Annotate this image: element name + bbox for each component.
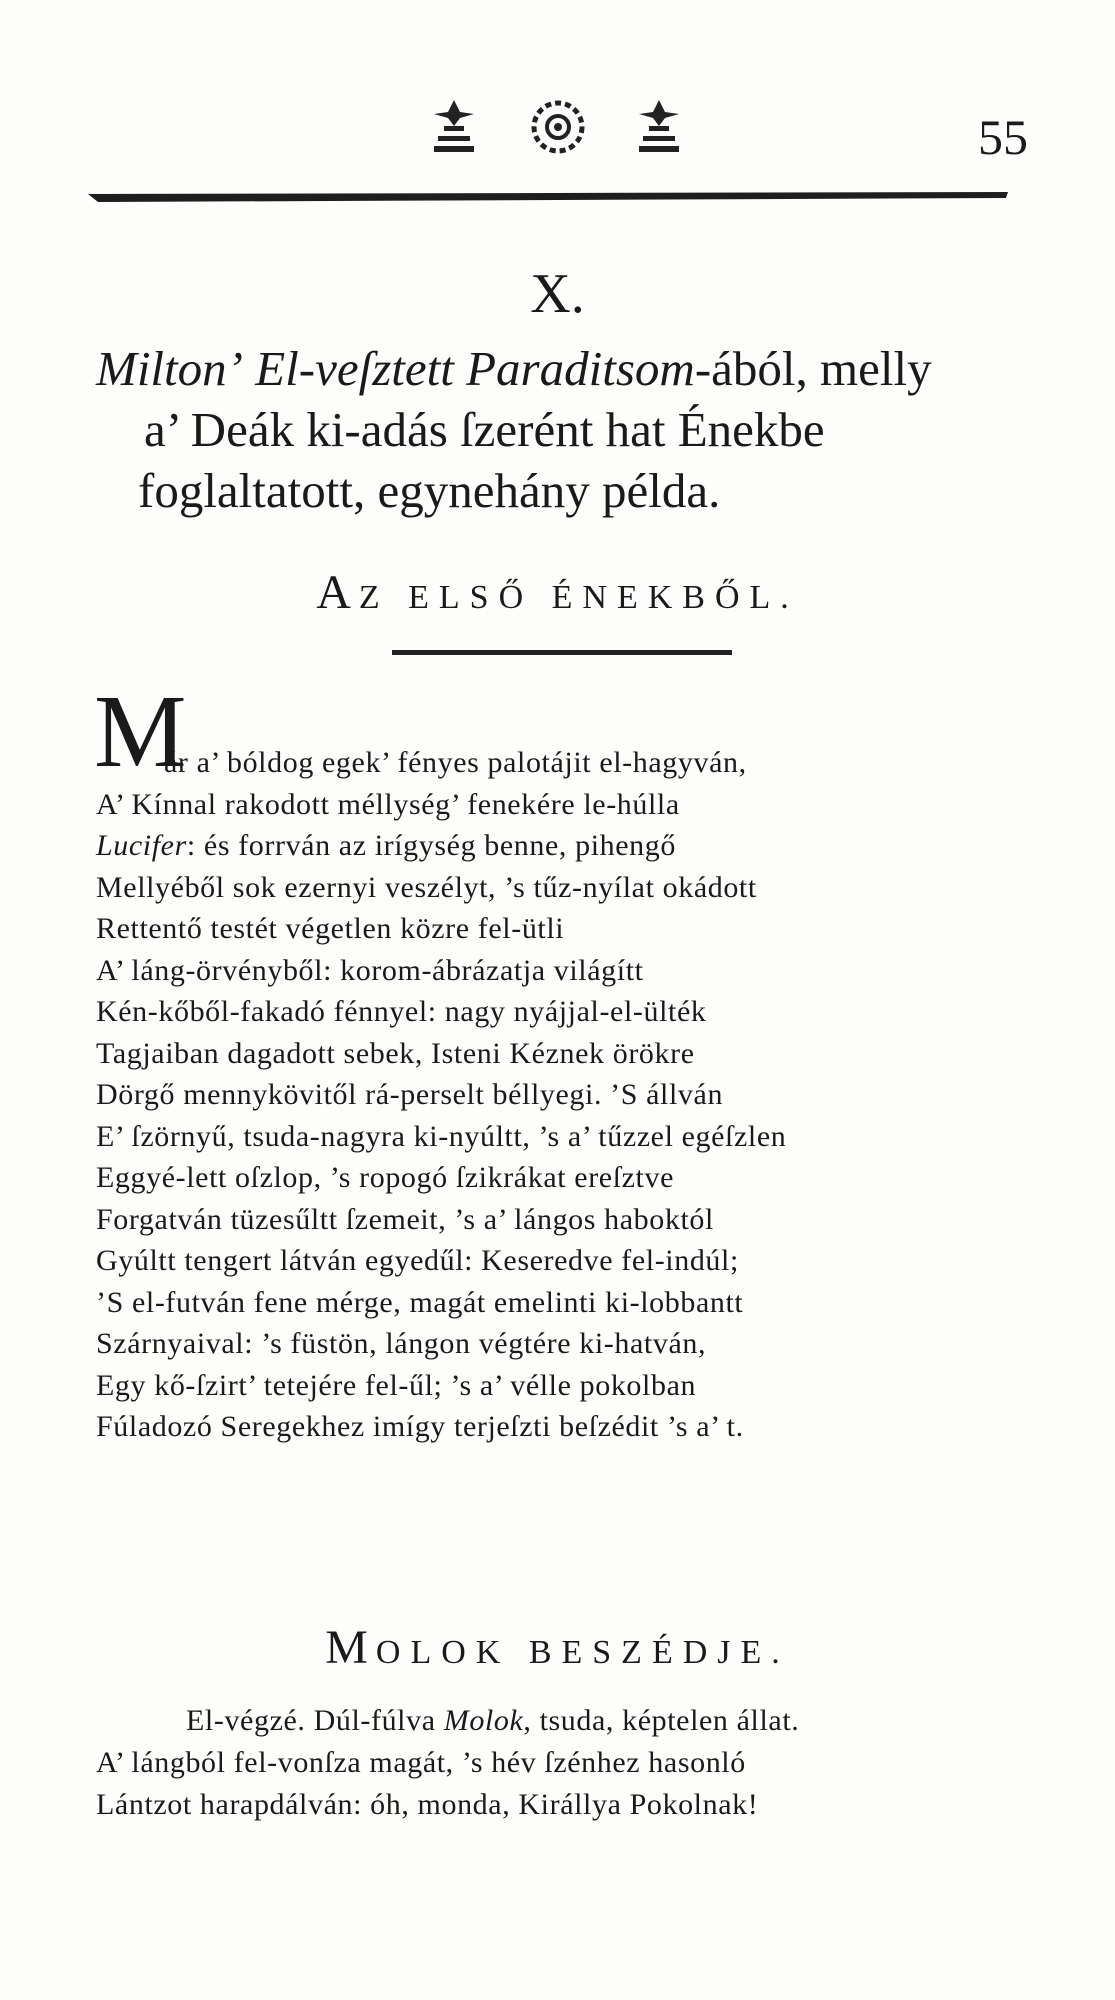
speech-line-part: El-végzé. Dúl-fúlva	[186, 1704, 444, 1737]
title-line-1	[0, 338, 1115, 399]
section-heading-cap: A	[316, 566, 359, 619]
verse-line: A’ Kínnal rakodott méllység’ fenekére le-húlla	[96, 787, 680, 821]
floral-ornament-left-icon	[430, 96, 478, 158]
verse-line: Egy kő-ſzirt’ tetejére fel-űl; ’s a’ vélle pokolban	[96, 1368, 697, 1402]
verse-line: Rettentő testét végetlen közre fel-ütli	[96, 912, 565, 945]
section-heading-rest: OLOK BESZÉDJE.	[375, 1634, 790, 1671]
header-rule	[88, 190, 1008, 204]
verse-line: Mellyéből sok ezernyi veszélyt, ’s tűz-nyílat okádott	[96, 870, 757, 904]
verse-line: ár a’ bóldog egek’ fényes palotájit el-hagyván,	[164, 746, 747, 779]
section-divider	[392, 650, 732, 655]
verse-italic-lucifer: Lucifer	[96, 829, 187, 862]
verse-line: Kén-kőből-fakadó fénnyel: nagy nyájjal-el-ülték	[96, 995, 707, 1028]
speech-line: Lántzot harapdálván: óh, monda, Királlya Pokolnak!	[96, 1788, 759, 1821]
speech-line	[96, 1700, 1056, 1742]
title-work: El-veſztett Paraditsom	[255, 341, 695, 396]
verse-line: Dörgő mennykövitől rá-perselt béllyegi. ’S állván	[96, 1078, 724, 1111]
chapter-title	[0, 338, 1115, 521]
verse-line: Szárnyaival: ’s füstön, lángon végtére ki-hatván,	[96, 1327, 707, 1360]
verse-line: Eggyé-lett oſzlop, ’s ropogó ſzikrákat ereſztve	[96, 1161, 674, 1194]
speech-line-part: , tsuda, képtelen állat.	[523, 1704, 800, 1737]
section-heading-molok	[0, 1620, 1115, 1675]
verse-line: ’S el-futván fene mérge, magát emelinti ki-lobbantt	[96, 1285, 744, 1319]
drop-cap: M	[94, 674, 187, 789]
verse-line: Tagjaiban dagadott sebek, Isteni Kéznek örökre	[96, 1036, 695, 1070]
title-author: Milton’	[96, 341, 243, 396]
speech-italic-molok: Molok	[443, 1704, 524, 1737]
verse-line	[96, 825, 1056, 867]
verse-line: Gyúltt tengert látván egyedűl: Keseredve fel-indúl;	[96, 1244, 739, 1277]
speech-line: A’ lángból fel-vonſza magát, ’s hév ſzénhez hasonló	[96, 1746, 746, 1779]
section-heading-rest: Z ELSŐ ÉNEKBŐL.	[358, 579, 799, 616]
verse-line-rest: : és forrván az irígység benne, pihengő	[186, 829, 676, 862]
molok-speech	[96, 1700, 1056, 1826]
verse-line: A’ láng-örvényből: korom-ábrázatja világítt	[96, 953, 644, 987]
rosette-ornament-icon	[530, 96, 586, 158]
verse-line: Fúladozó Seregekhez imígy terjeſzti beſzédit ’s a’ t.	[96, 1410, 744, 1443]
header-ornaments	[430, 96, 690, 166]
floral-ornament-right-icon	[635, 96, 683, 158]
verse-line: Forgatván tüzesűltt ſzemeit, ’s a’ lángos haboktól	[96, 1202, 714, 1236]
chapter-number: X.	[530, 263, 585, 325]
title-line-1-rest: -ából, melly	[694, 341, 932, 396]
page-number: 55	[978, 109, 1028, 165]
section-heading-first-song	[0, 565, 1115, 620]
title-line-3: foglaltatott, egynehány példa.	[138, 463, 721, 518]
poem-verse	[96, 742, 1056, 1448]
section-heading-cap: M	[325, 1621, 376, 1674]
verse-line: E’ ſzörnyű, tsuda-nagyra ki-nyúltt, ’s a’ tűzzel egéſzlen	[96, 1119, 787, 1153]
title-line-2: a’ Deák ki-adás ſzerént hat Énekbe	[144, 402, 825, 457]
